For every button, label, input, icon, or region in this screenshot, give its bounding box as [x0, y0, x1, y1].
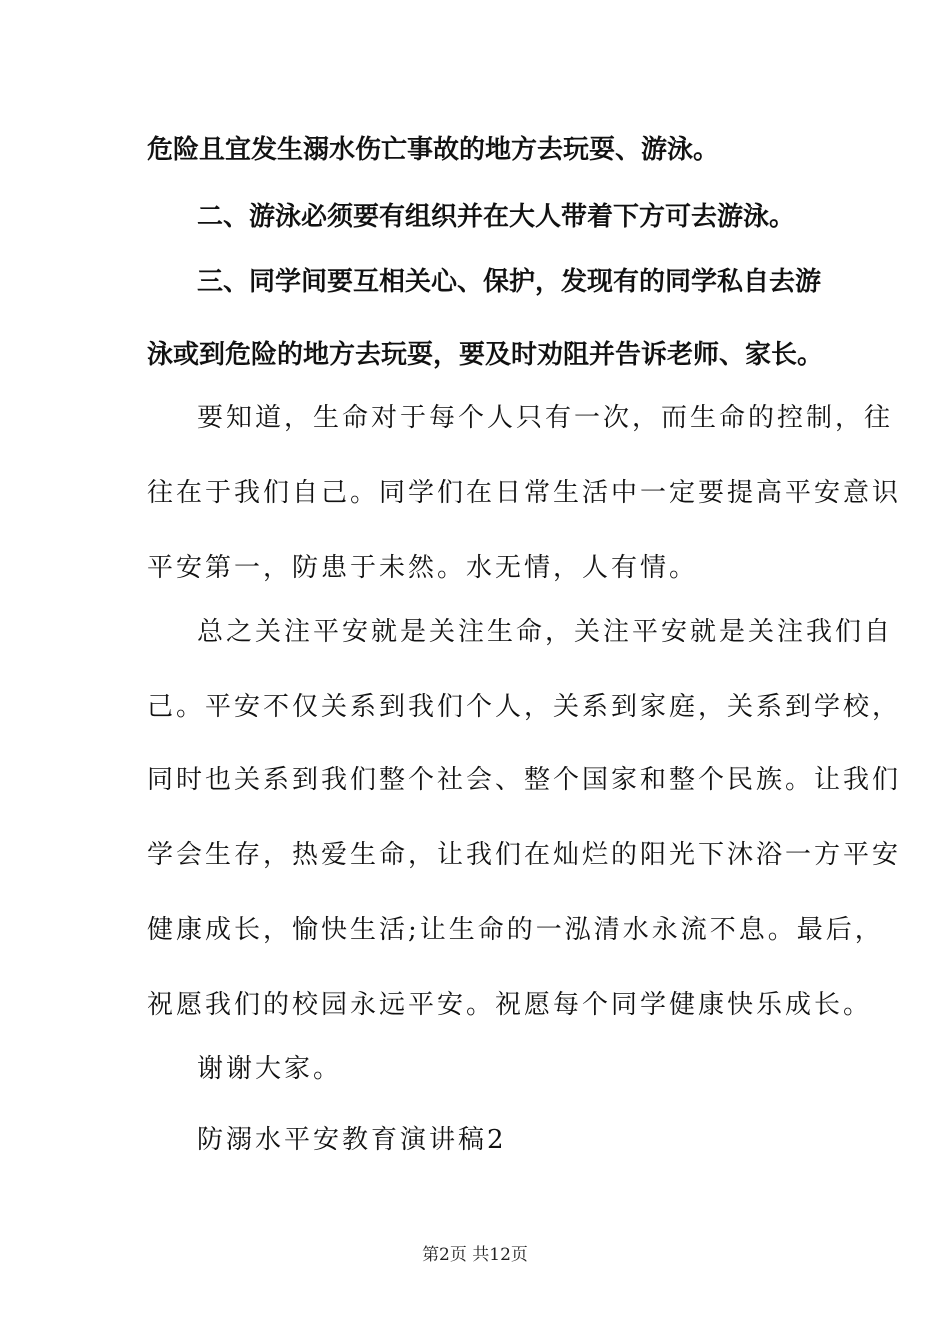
text-line-4: 泳或到危险的地方去玩耍，要及时劝阻并告诉老师、家长。: [147, 340, 824, 370]
text-line-14: 谢谢大家。: [197, 1054, 343, 1084]
text-line-12: 健康成长，愉快生活;让生命的一泓清水永流不息。最后，: [147, 915, 884, 945]
text-line-15: 防溺水平安教育演讲稿2: [197, 1125, 507, 1155]
page-footer: 第2页 共12页: [422, 1245, 528, 1265]
text-line-10: 同时也关系到我们整个社会、整个国家和整个民族。让我们: [147, 765, 902, 795]
text-line-8: 总之关注平安就是关注生命，关注平安就是关注我们自: [197, 617, 894, 647]
text-line-7: 平安第一，防患于未然。水无情，人有情。: [147, 553, 699, 583]
text-line-3: 三、同学间要互相关心、保护，发现有的同学私自去游: [197, 267, 822, 297]
text-line-6: 往在于我们自己。同学们在日常生活中一定要提高平安意识: [147, 478, 902, 508]
text-line-5: 要知道，生命对于每个人只有一次，而生命的控制，往: [197, 403, 894, 433]
text-line-9: 己。平安不仅关系到我们个人，关系到家庭，关系到学校，: [147, 692, 902, 722]
text-line-13: 祝愿我们的校园永远平安。祝愿每个同学健康快乐成长。: [147, 990, 873, 1020]
text-line-1: 危险且宜发生溺水伤亡事故的地方去玩耍、游泳。: [147, 135, 720, 165]
text-line-2: 二、游泳必须要有组织并在大人带着下方可去游泳。: [197, 202, 796, 232]
text-line-11: 学会生存，热爱生命，让我们在灿烂的阳光下沐浴一方平安: [147, 840, 902, 870]
